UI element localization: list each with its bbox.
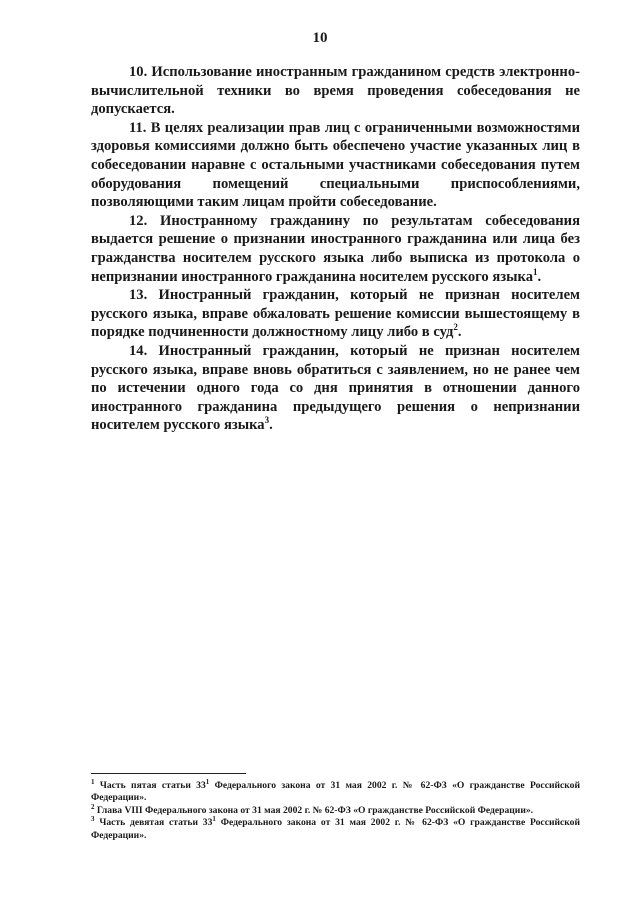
footnote-ref-1: 1 bbox=[533, 266, 538, 277]
footnote-separator bbox=[91, 773, 246, 774]
footnote-2: $^2$ Глава VIII Федерального закона от 31 мая 2002 г. № 62-ФЗ «О гражданстве Российской Федерации». bbox=[91, 802, 534, 816]
paragraph-14: 14. Иностранный гражданин, который не признан носителем русского языка, вправе вновь обратиться с заявлением, но не ранее чем по истечении одного года со дня принятия в отношении данного иностранного гражданина предыдущего решения о непризнании носителем русского языка$^3$. bbox=[91, 342, 580, 434]
footnote-1: $^1$ Часть пятая статьи $33^1$ Федерального закона от 31 мая 2002 г. № 62-ФЗ «О гражданстве Российской Федерации». bbox=[91, 777, 580, 804]
footnote-ref-3: 3 bbox=[264, 415, 270, 426]
paragraph-11: 11. В целях реализации прав лиц с ограниченными возможностями здоровья комиссиями должно быть обеспечено участие указанных лиц в собеседовании наравне с остальными участниками собеседования путем оборудования помещений специальными приспособлениями, позволяющими таким лицам пройти собеседование. bbox=[91, 119, 580, 211]
footnote-ref-2: 2 bbox=[453, 322, 458, 333]
paragraph-10: 10. Использование иностранным гражданином средств электронно-вычислительной техники во время проведения собеседования не допускается. bbox=[91, 64, 580, 118]
footnote-3: $^3$ Часть девятая статьи $33^1$ Федерального закона от 31 мая 2002 г. № 62-ФЗ «О гражданстве Российской Федерации». bbox=[91, 815, 580, 841]
paragraph-12: 12. Иностранному гражданину по результатам собеседования выдается решение о признании иностранного гражданина или лица без гражданства носителем русского языка либо выписка из протокола о непризнании иностранного гражданина носителем русского языка$^1$. bbox=[91, 212, 580, 285]
document-body bbox=[91, 63, 580, 435]
page-number: 10 bbox=[312, 30, 328, 46]
footnotes bbox=[91, 777, 580, 842]
paragraph-13: 13. Иностранный гражданин, который не признан носителем русского языка, вправе обжаловать решение комиссии вышестоящему в порядке подчиненности должностному лицу либо в суд$^2$. bbox=[91, 287, 580, 341]
